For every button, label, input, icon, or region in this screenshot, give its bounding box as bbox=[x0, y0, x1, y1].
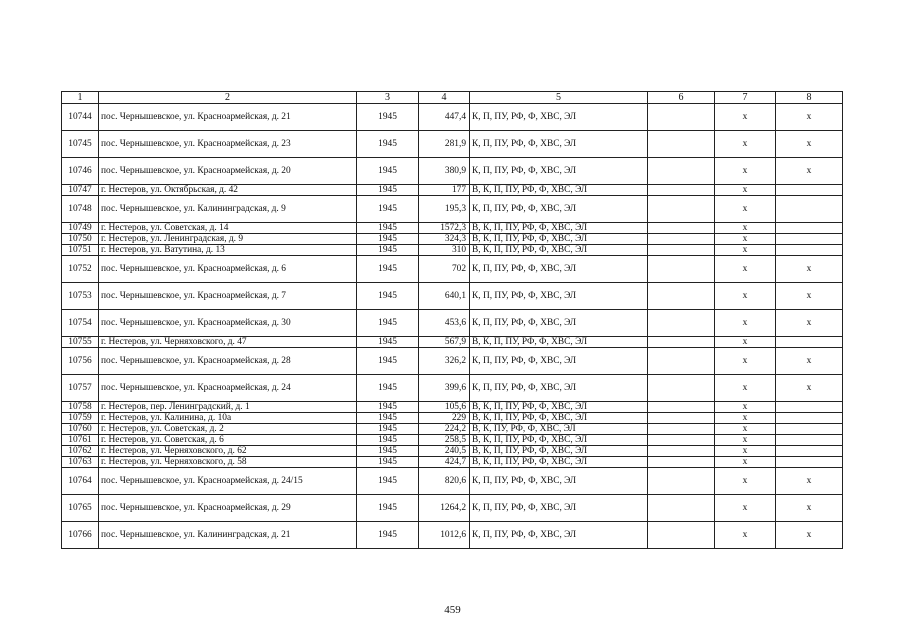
cell-col6 bbox=[648, 402, 715, 413]
cell-year: 1945 bbox=[357, 104, 419, 131]
cell-col6 bbox=[648, 413, 715, 424]
cell-col8: х bbox=[776, 522, 843, 549]
cell-number: 10762 bbox=[62, 446, 99, 457]
cell-systems: К, П, ПУ, РФ, Ф, ХВС, ЭЛ bbox=[470, 196, 648, 223]
cell-col7: х bbox=[715, 158, 776, 185]
cell-number: 10744 bbox=[62, 104, 99, 131]
cell-col7: х bbox=[715, 522, 776, 549]
cell-year: 1945 bbox=[357, 435, 419, 446]
cell-area: 447,4 bbox=[419, 104, 470, 131]
cell-col6 bbox=[648, 435, 715, 446]
cell-number: 10759 bbox=[62, 413, 99, 424]
cell-col7: х bbox=[715, 245, 776, 256]
cell-col7: х bbox=[715, 375, 776, 402]
cell-col6 bbox=[648, 375, 715, 402]
cell-year: 1945 bbox=[357, 446, 419, 457]
cell-systems: В, К, П, ПУ, РФ, Ф, ХВС, ЭЛ bbox=[470, 446, 648, 457]
cell-col8 bbox=[776, 402, 843, 413]
cell-col7: х bbox=[715, 310, 776, 337]
cell-address: пос. Чернышевское, ул. Калининградская, д. 21 bbox=[99, 522, 357, 549]
cell-year: 1945 bbox=[357, 402, 419, 413]
cell-col7: х bbox=[715, 413, 776, 424]
cell-number: 10748 bbox=[62, 196, 99, 223]
cell-address: г. Нестеров, ул. Советская, д. 14 bbox=[99, 223, 357, 234]
cell-address: пос. Чернышевское, ул. Красноармейская, д. 21 bbox=[99, 104, 357, 131]
cell-year: 1945 bbox=[357, 413, 419, 424]
cell-address: г. Нестеров, ул. Черняховского, д. 47 bbox=[99, 337, 357, 348]
cell-year: 1945 bbox=[357, 424, 419, 435]
cell-area: 820,6 bbox=[419, 468, 470, 495]
cell-col7: х bbox=[715, 446, 776, 457]
cell-col6 bbox=[648, 468, 715, 495]
cell-col6 bbox=[648, 310, 715, 337]
cell-address: пос. Чернышевское, ул. Красноармейская, д. 24/15 bbox=[99, 468, 357, 495]
cell-area: 1012,6 bbox=[419, 522, 470, 549]
cell-year: 1945 bbox=[357, 375, 419, 402]
cell-col7: х bbox=[715, 424, 776, 435]
cell-address: пос. Чернышевское, ул. Красноармейская, д. 23 bbox=[99, 131, 357, 158]
cell-col7: х bbox=[715, 495, 776, 522]
cell-col7: х bbox=[715, 283, 776, 310]
table-row bbox=[62, 348, 843, 375]
cell-number: 10750 bbox=[62, 234, 99, 245]
cell-area: 640,1 bbox=[419, 283, 470, 310]
cell-col8: х bbox=[776, 468, 843, 495]
cell-area: 195,3 bbox=[419, 196, 470, 223]
cell-number: 10758 bbox=[62, 402, 99, 413]
table-row bbox=[62, 424, 843, 435]
table-row bbox=[62, 196, 843, 223]
cell-number: 10745 bbox=[62, 131, 99, 158]
cell-systems: В, К, ПУ, РФ, Ф, ХВС, ЭЛ bbox=[470, 424, 648, 435]
cell-area: 424,7 bbox=[419, 457, 470, 468]
cell-area: 177 bbox=[419, 185, 470, 196]
cell-systems: К, П, ПУ, РФ, Ф, ХВС, ЭЛ bbox=[470, 495, 648, 522]
cell-area: 453,6 bbox=[419, 310, 470, 337]
cell-col8: х bbox=[776, 158, 843, 185]
cell-number: 10757 bbox=[62, 375, 99, 402]
cell-col6 bbox=[648, 196, 715, 223]
cell-col8 bbox=[776, 223, 843, 234]
cell-col8: х bbox=[776, 375, 843, 402]
cell-col6 bbox=[648, 446, 715, 457]
cell-col6 bbox=[648, 234, 715, 245]
cell-systems: К, П, ПУ, РФ, Ф, ХВС, ЭЛ bbox=[470, 375, 648, 402]
cell-number: 10765 bbox=[62, 495, 99, 522]
cell-col8: х bbox=[776, 131, 843, 158]
cell-address: г. Нестеров, ул. Ватутина, д. 13 bbox=[99, 245, 357, 256]
cell-col7: х bbox=[715, 256, 776, 283]
table-row bbox=[62, 104, 843, 131]
column-header-8: 8 bbox=[776, 92, 843, 104]
column-header-1: 1 bbox=[62, 92, 99, 104]
cell-col7: х bbox=[715, 104, 776, 131]
cell-col8: х bbox=[776, 283, 843, 310]
cell-area: 229 bbox=[419, 413, 470, 424]
cell-systems: К, П, ПУ, РФ, Ф, ХВС, ЭЛ bbox=[470, 348, 648, 375]
cell-systems: К, П, ПУ, РФ, Ф, ХВС, ЭЛ bbox=[470, 158, 648, 185]
cell-col7: х bbox=[715, 185, 776, 196]
cell-address: пос. Чернышевское, ул. Красноармейская, д. 20 bbox=[99, 158, 357, 185]
cell-col7: х bbox=[715, 468, 776, 495]
cell-area: 258,5 bbox=[419, 435, 470, 446]
cell-systems: В, К, П, ПУ, РФ, Ф, ХВС, ЭЛ bbox=[470, 185, 648, 196]
cell-area: 1572,3 bbox=[419, 223, 470, 234]
cell-systems: К, П, ПУ, РФ, Ф, ХВС, ЭЛ bbox=[470, 522, 648, 549]
cell-year: 1945 bbox=[357, 158, 419, 185]
table-body bbox=[62, 92, 843, 549]
table-row bbox=[62, 446, 843, 457]
cell-number: 10760 bbox=[62, 424, 99, 435]
cell-number: 10749 bbox=[62, 223, 99, 234]
cell-col6 bbox=[648, 337, 715, 348]
cell-col8 bbox=[776, 435, 843, 446]
cell-year: 1945 bbox=[357, 185, 419, 196]
cell-number: 10766 bbox=[62, 522, 99, 549]
cell-area: 224,2 bbox=[419, 424, 470, 435]
cell-year: 1945 bbox=[357, 337, 419, 348]
cell-number: 10746 bbox=[62, 158, 99, 185]
table-row bbox=[62, 234, 843, 245]
cell-systems: В, К, П, ПУ, РФ, Ф, ХВС, ЭЛ bbox=[470, 457, 648, 468]
table-row bbox=[62, 256, 843, 283]
cell-col6 bbox=[648, 185, 715, 196]
cell-col8 bbox=[776, 424, 843, 435]
cell-address: г. Нестеров, ул. Ленинградская, д. 9 bbox=[99, 234, 357, 245]
cell-number: 10751 bbox=[62, 245, 99, 256]
table-row bbox=[62, 457, 843, 468]
cell-col6 bbox=[648, 158, 715, 185]
cell-area: 702 bbox=[419, 256, 470, 283]
column-header-7: 7 bbox=[715, 92, 776, 104]
cell-systems: К, П, ПУ, РФ, Ф, ХВС, ЭЛ bbox=[470, 256, 648, 283]
table-row bbox=[62, 283, 843, 310]
cell-address: г. Нестеров, ул. Советская, д. 6 bbox=[99, 435, 357, 446]
cell-systems: В, К, П, ПУ, РФ, Ф, ХВС, ЭЛ bbox=[470, 337, 648, 348]
cell-address: г. Нестеров, пер. Ленинградский, д. 1 bbox=[99, 402, 357, 413]
cell-col8: х bbox=[776, 495, 843, 522]
column-header-2: 2 bbox=[99, 92, 357, 104]
cell-col6 bbox=[648, 283, 715, 310]
table-row bbox=[62, 495, 843, 522]
cell-address: г. Нестеров, ул. Черняховского, д. 62 bbox=[99, 446, 357, 457]
cell-address: г. Нестеров, ул. Советская, д. 2 bbox=[99, 424, 357, 435]
table-row bbox=[62, 185, 843, 196]
table-row bbox=[62, 435, 843, 446]
cell-year: 1945 bbox=[357, 468, 419, 495]
cell-col8 bbox=[776, 446, 843, 457]
cell-col7: х bbox=[715, 223, 776, 234]
cell-number: 10755 bbox=[62, 337, 99, 348]
cell-year: 1945 bbox=[357, 256, 419, 283]
cell-systems: В, К, П, ПУ, РФ, Ф, ХВС, ЭЛ bbox=[470, 245, 648, 256]
cell-col8 bbox=[776, 413, 843, 424]
cell-col6 bbox=[648, 424, 715, 435]
cell-year: 1945 bbox=[357, 522, 419, 549]
cell-col8 bbox=[776, 196, 843, 223]
cell-number: 10747 bbox=[62, 185, 99, 196]
cell-address: пос. Чернышевское, ул. Красноармейская, д. 29 bbox=[99, 495, 357, 522]
cell-col7: х bbox=[715, 196, 776, 223]
cell-col7: х bbox=[715, 234, 776, 245]
cell-area: 324,3 bbox=[419, 234, 470, 245]
cell-col8 bbox=[776, 337, 843, 348]
cell-col7: х bbox=[715, 402, 776, 413]
table-row bbox=[62, 402, 843, 413]
cell-year: 1945 bbox=[357, 196, 419, 223]
cell-area: 240,5 bbox=[419, 446, 470, 457]
cell-col6 bbox=[648, 223, 715, 234]
cell-systems: В, К, П, ПУ, РФ, Ф, ХВС, ЭЛ bbox=[470, 234, 648, 245]
cell-col6 bbox=[648, 495, 715, 522]
cell-year: 1945 bbox=[357, 495, 419, 522]
cell-number: 10764 bbox=[62, 468, 99, 495]
cell-number: 10753 bbox=[62, 283, 99, 310]
table-row bbox=[62, 158, 843, 185]
table-row bbox=[62, 468, 843, 495]
table-row bbox=[62, 375, 843, 402]
cell-area: 399,6 bbox=[419, 375, 470, 402]
cell-col8 bbox=[776, 245, 843, 256]
cell-year: 1945 bbox=[357, 223, 419, 234]
cell-number: 10756 bbox=[62, 348, 99, 375]
column-header-4: 4 bbox=[419, 92, 470, 104]
cell-systems: К, П, ПУ, РФ, Ф, ХВС, ЭЛ bbox=[470, 468, 648, 495]
cell-col8: х bbox=[776, 348, 843, 375]
cell-address: г. Нестеров, ул. Калинина, д. 10а bbox=[99, 413, 357, 424]
column-header-5: 5 bbox=[470, 92, 648, 104]
cell-area: 310 bbox=[419, 245, 470, 256]
cell-address: пос. Чернышевское, ул. Красноармейская, д. 24 bbox=[99, 375, 357, 402]
table-row bbox=[62, 310, 843, 337]
cell-systems: В, К, П, ПУ, РФ, Ф, ХВС, ЭЛ bbox=[470, 223, 648, 234]
column-number-row bbox=[62, 92, 843, 104]
cell-col7: х bbox=[715, 457, 776, 468]
cell-col6 bbox=[648, 245, 715, 256]
cell-area: 105,6 bbox=[419, 402, 470, 413]
cell-year: 1945 bbox=[357, 245, 419, 256]
cell-col6 bbox=[648, 457, 715, 468]
cell-number: 10761 bbox=[62, 435, 99, 446]
cell-systems: В, К, П, ПУ, РФ, Ф, ХВС, ЭЛ bbox=[470, 435, 648, 446]
cell-address: г. Нестеров, ул. Октябрьская, д. 42 bbox=[99, 185, 357, 196]
cell-col7: х bbox=[715, 348, 776, 375]
cell-systems: К, П, ПУ, РФ, Ф, ХВС, ЭЛ bbox=[470, 310, 648, 337]
cell-address: пос. Чернышевское, ул. Красноармейская, д. 30 bbox=[99, 310, 357, 337]
cell-systems: К, П, ПУ, РФ, Ф, ХВС, ЭЛ bbox=[470, 283, 648, 310]
table-row bbox=[62, 522, 843, 549]
cell-col8: х bbox=[776, 310, 843, 337]
cell-area: 1264,2 bbox=[419, 495, 470, 522]
cell-col7: х bbox=[715, 435, 776, 446]
table-row bbox=[62, 223, 843, 234]
cell-col6 bbox=[648, 104, 715, 131]
cell-year: 1945 bbox=[357, 283, 419, 310]
cell-systems: В, К, П, ПУ, РФ, Ф, ХВС, ЭЛ bbox=[470, 402, 648, 413]
cell-area: 326,2 bbox=[419, 348, 470, 375]
cell-systems: В, К, П, ПУ, РФ, Ф, ХВС, ЭЛ bbox=[470, 413, 648, 424]
cell-year: 1945 bbox=[357, 310, 419, 337]
cell-col6 bbox=[648, 348, 715, 375]
cell-col6 bbox=[648, 256, 715, 283]
cell-col8: х bbox=[776, 104, 843, 131]
cell-col8 bbox=[776, 457, 843, 468]
cell-systems: К, П, ПУ, РФ, Ф, ХВС, ЭЛ bbox=[470, 104, 648, 131]
column-header-6: 6 bbox=[648, 92, 715, 104]
cell-area: 567,9 bbox=[419, 337, 470, 348]
cell-area: 380,9 bbox=[419, 158, 470, 185]
cell-address: пос. Чернышевское, ул. Красноармейская, д. 7 bbox=[99, 283, 357, 310]
cell-area: 281,9 bbox=[419, 131, 470, 158]
page-number: 459 bbox=[444, 604, 461, 616]
cell-address: пос. Чернышевское, ул. Красноармейская, д. 6 bbox=[99, 256, 357, 283]
cell-col8 bbox=[776, 185, 843, 196]
cell-number: 10752 bbox=[62, 256, 99, 283]
table-row bbox=[62, 413, 843, 424]
cell-year: 1945 bbox=[357, 457, 419, 468]
cell-address: г. Нестеров, ул. Черняховского, д. 58 bbox=[99, 457, 357, 468]
cell-col7: х bbox=[715, 131, 776, 158]
cell-address: пос. Чернышевское, ул. Красноармейская, д. 28 bbox=[99, 348, 357, 375]
cell-col6 bbox=[648, 131, 715, 158]
cell-col8 bbox=[776, 234, 843, 245]
cell-number: 10763 bbox=[62, 457, 99, 468]
housing-register-table bbox=[61, 91, 843, 549]
cell-col7: х bbox=[715, 337, 776, 348]
cell-col8: х bbox=[776, 256, 843, 283]
cell-year: 1945 bbox=[357, 131, 419, 158]
cell-col6 bbox=[648, 522, 715, 549]
table-row bbox=[62, 245, 843, 256]
cell-systems: К, П, ПУ, РФ, Ф, ХВС, ЭЛ bbox=[470, 131, 648, 158]
cell-year: 1945 bbox=[357, 348, 419, 375]
cell-number: 10754 bbox=[62, 310, 99, 337]
table-row bbox=[62, 337, 843, 348]
column-header-3: 3 bbox=[357, 92, 419, 104]
cell-year: 1945 bbox=[357, 234, 419, 245]
cell-address: пос. Чернышевское, ул. Калининградская, д. 9 bbox=[99, 196, 357, 223]
table-row bbox=[62, 131, 843, 158]
